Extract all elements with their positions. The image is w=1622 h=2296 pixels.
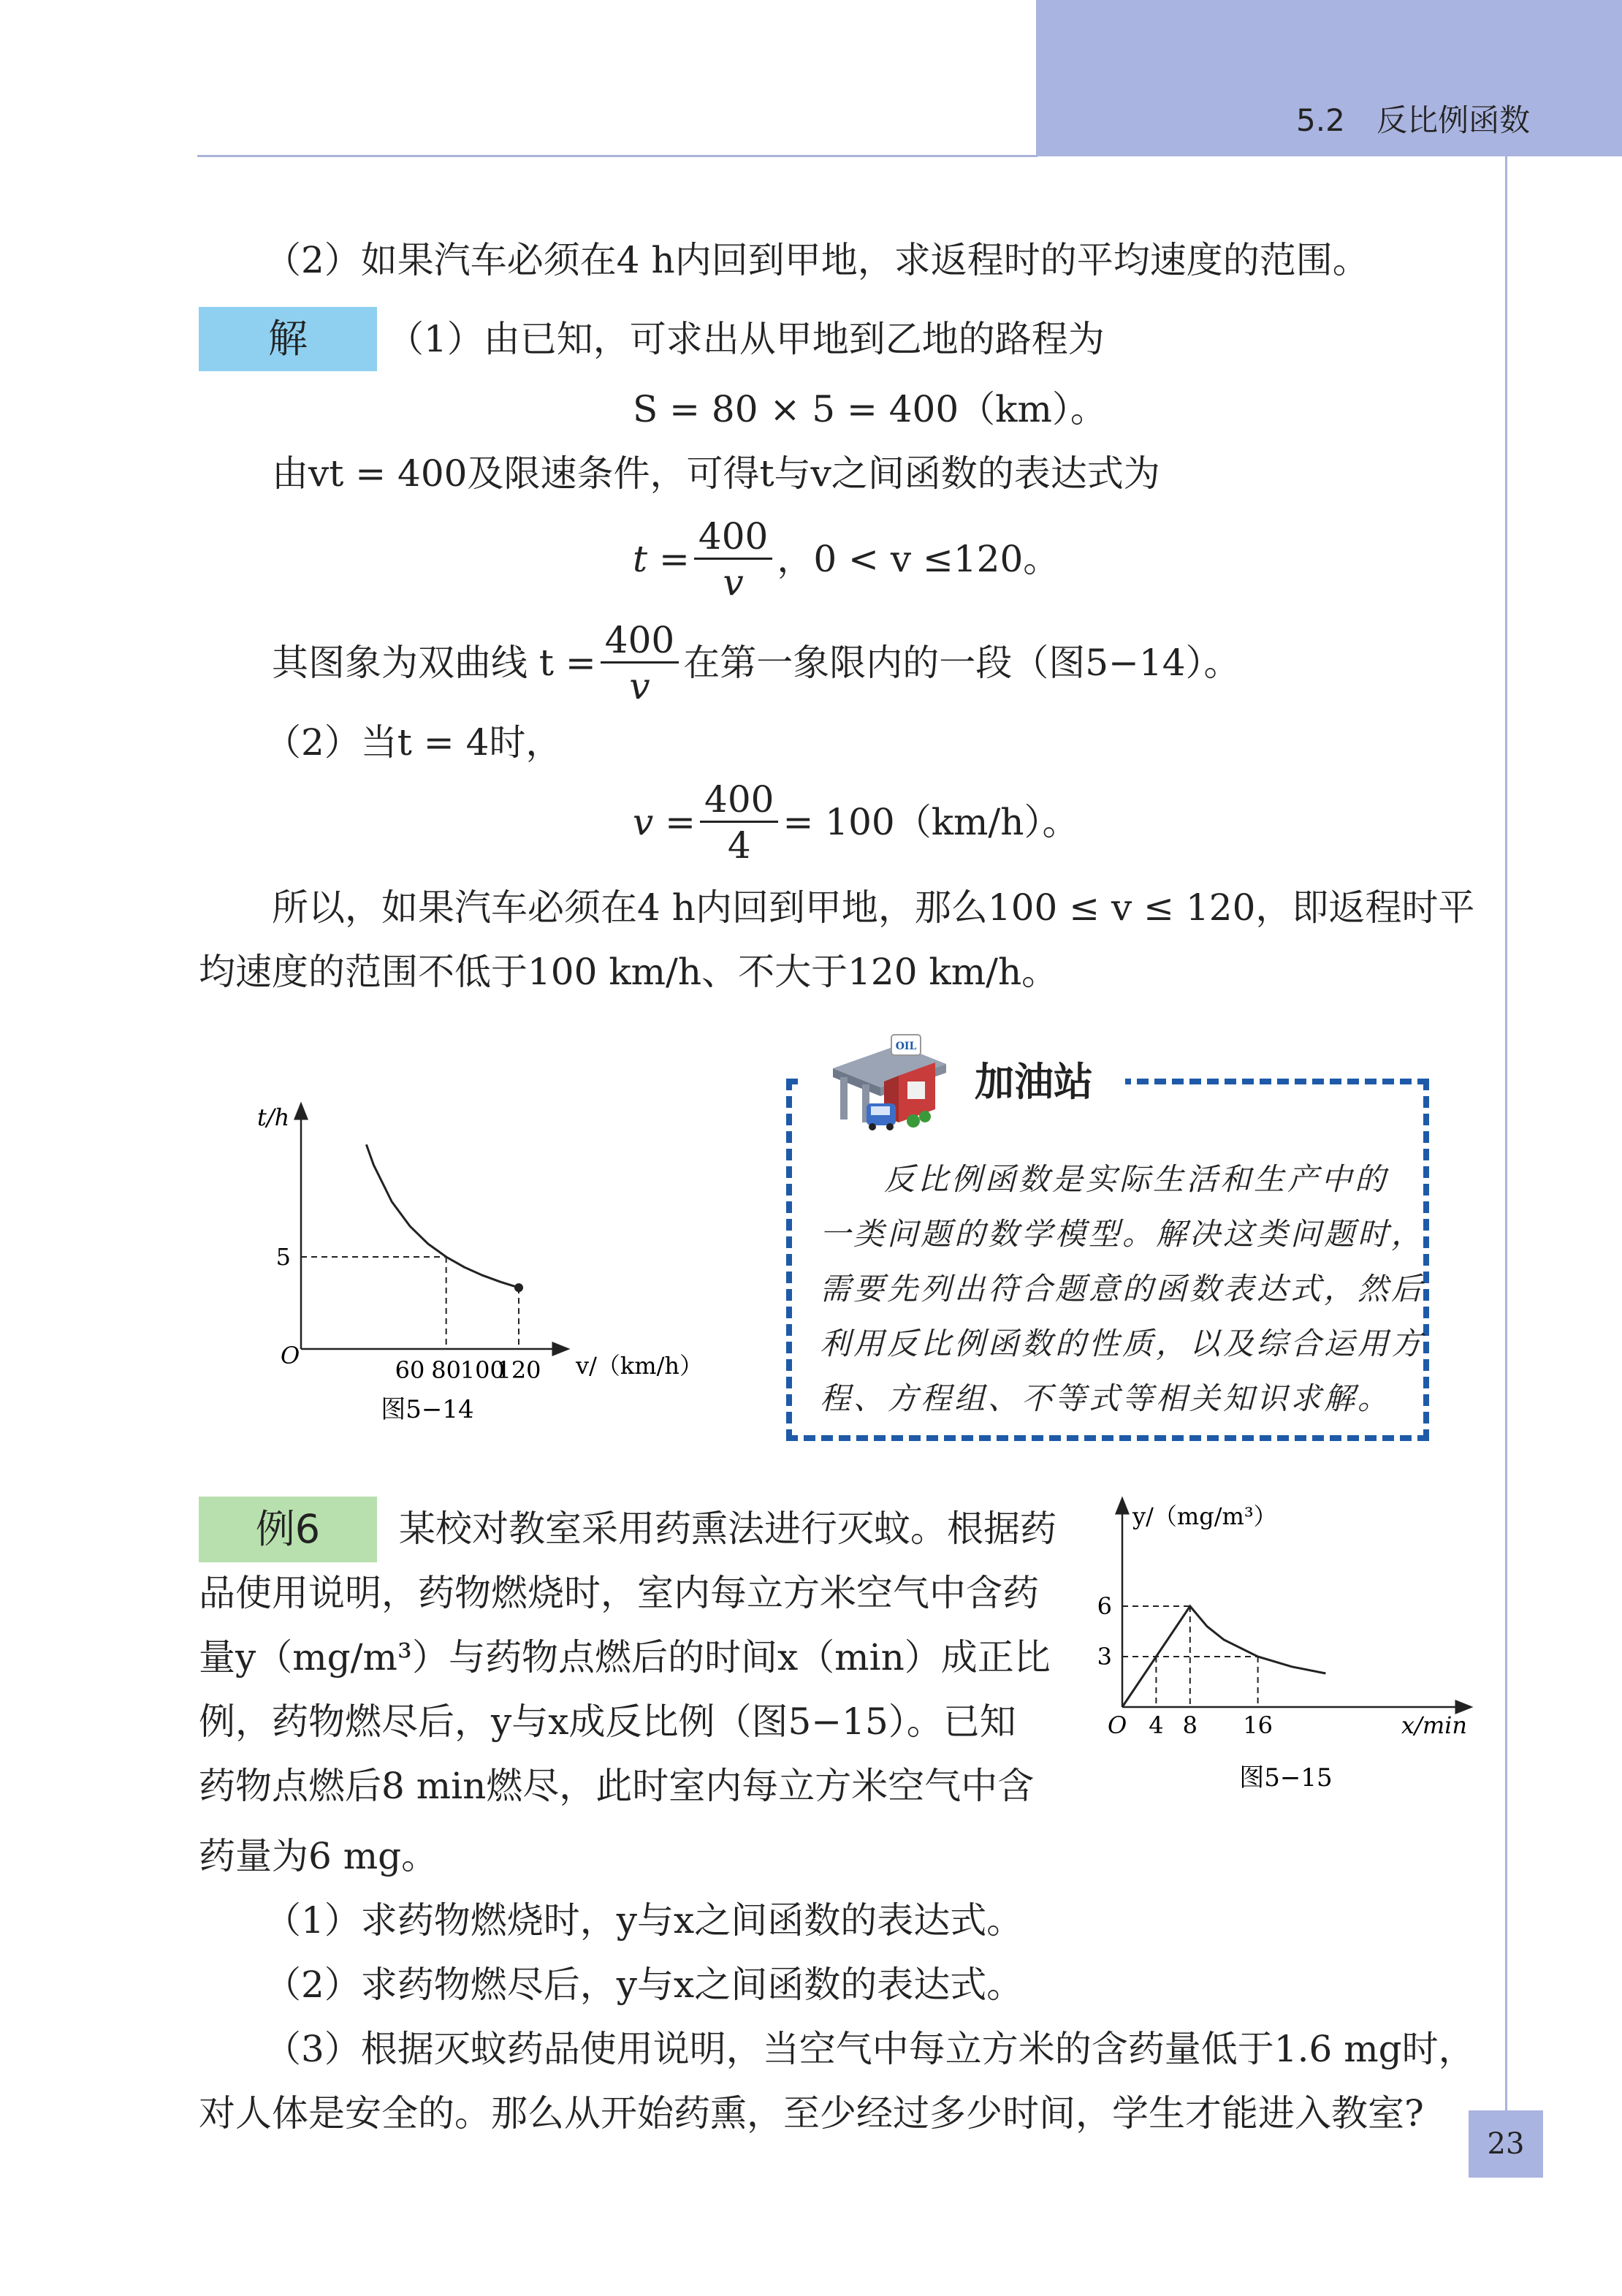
solution-badge <box>199 307 377 371</box>
tip-line: 程、方程组、不等式等相关知识求解。 <box>820 1380 1392 1416</box>
figure-5-14 <box>248 1074 760 1440</box>
page-number: 23 <box>1487 2127 1525 2161</box>
solution-badge-label: 解 <box>268 316 308 362</box>
tip-title: 加油站 <box>975 1059 1093 1105</box>
eq2-denominator: v <box>723 560 744 604</box>
fig15-caption: 图5−15 <box>1239 1763 1333 1793</box>
fig15-xtick-label: 4 <box>1149 1711 1164 1739</box>
fig14-xticks <box>395 1356 541 1384</box>
eq3-denominator: 4 <box>727 824 751 867</box>
p3-numerator: 400 <box>601 622 679 664</box>
tip-line: 利用反比例函数的性质，以及综合运用方 <box>820 1326 1425 1361</box>
fig14-ytick-label: 5 <box>275 1243 291 1271</box>
eq2-fraction <box>694 514 772 604</box>
fig15-ytick-label: 3 <box>1097 1643 1112 1670</box>
page-number-box <box>1469 2110 1543 2178</box>
tip-lines <box>820 1152 1425 1426</box>
eq2-rhs: ，0 < v ≤120。 <box>777 538 1060 580</box>
solution-line-6: 均速度的范围不低于100 km/h、不大于120 km/h。 <box>199 951 1059 993</box>
tip-line: 反比例函数是实际生活和生产中的 <box>884 1161 1389 1197</box>
fig15-x-label: x/min <box>1401 1711 1468 1739</box>
example-question-3a: （3）根据灭蚊药品使用说明，当空气中每立方米的含药量低于1.6 mg时， <box>264 2028 1475 2070</box>
eq3-numerator: 400 <box>700 781 778 823</box>
fig15-xticks <box>1149 1711 1273 1739</box>
example-badge-label: 例6 <box>255 1506 321 1552</box>
section-number: 5.2 <box>1296 102 1345 138</box>
example-line-1: 某校对教室采用药熏法进行灭蚊。根据药 <box>399 1508 1056 1550</box>
example-line-3: 量y（mg/m³）与药物点燃后的时间x（min）成正比 <box>199 1636 1051 1679</box>
example-question-2: （2）求药物燃尽后，y与x之间函数的表达式。 <box>264 1964 1024 2006</box>
fig14-origin: O <box>281 1342 300 1369</box>
fig15-origin: O <box>1108 1711 1127 1739</box>
fig14-xtick-label: 80 <box>431 1356 462 1384</box>
p3-fraction <box>601 618 679 707</box>
fig15-guides <box>1122 1606 1258 1707</box>
example-line-5: 药物点燃后8 min燃尽，此时室内每立方米空气中含 <box>199 1765 1035 1807</box>
example-badge <box>199 1497 377 1562</box>
fig14-x-label: v/（km/h） <box>576 1352 703 1380</box>
header-rule <box>197 155 1037 157</box>
fig15-xtick-label: 16 <box>1243 1711 1273 1739</box>
solution-line-1: （1）由已知，可求出从甲地到乙地的路程为 <box>387 318 1105 360</box>
gas-station-icon <box>818 1030 957 1140</box>
example-question-3b: 对人体是安全的。那么从开始药熏，至少经过多少时间，学生才能进入教室? <box>199 2092 1424 2135</box>
fig15-xtick-label: 8 <box>1182 1711 1198 1739</box>
example-line-2: 品使用说明，药物燃烧时，室内每立方米空气中含药 <box>199 1572 1039 1614</box>
side-rule <box>1505 155 1507 2143</box>
equation-distance: S = 80 × 5 = 400（km）。 <box>633 388 1107 430</box>
fig14-yticks <box>276 1243 291 1271</box>
tip-line: 一类问题的数学模型。解决这类问题时， <box>820 1216 1425 1252</box>
eq3-rhs: = 100（km/h）。 <box>783 801 1079 843</box>
equation-t-of-v <box>633 512 1059 607</box>
equation-v <box>633 775 1078 870</box>
solution-line-5: 所以，如果汽车必须在4 h内回到甲地，那么100 ≤ v ≤ 120，即返程时平 <box>272 886 1475 929</box>
p3-denominator: v <box>629 664 650 707</box>
gas-sign-text: OIL <box>895 1041 917 1052</box>
solution-line-2: 由vt = 400及限速条件，可得t与v之间函数的表达式为 <box>272 452 1160 495</box>
header-tab <box>1036 0 1622 156</box>
fig15-yticks <box>1097 1592 1112 1670</box>
example-line-4: 例，药物燃尽后，y与x成反比例（图5−15）。已知 <box>199 1700 1016 1743</box>
fig14-xtick-label: 60 <box>395 1356 425 1384</box>
example-line-6: 药量为6 mg。 <box>199 1835 438 1877</box>
fig14-curve <box>366 1144 519 1288</box>
fig15-y-label: y/（mg/m³） <box>1132 1502 1277 1530</box>
solution-line-4: （2）当t = 4时， <box>264 721 563 764</box>
p3-tail: 在第一象限内的一段（图5−14）。 <box>683 642 1241 684</box>
tip-line: 需要先列出符合题意的函数表达式，然后 <box>820 1271 1425 1307</box>
eq2-lhs: t = <box>633 538 690 580</box>
p3-lead: 其图象为双曲线 t = <box>272 642 596 684</box>
fig14-y-label: t/h <box>257 1103 290 1131</box>
figure-5-15 <box>1074 1491 1483 1812</box>
fig15-curve <box>1122 1606 1325 1707</box>
example-question-1: （1）求药物燃烧时，y与x之间函数的表达式。 <box>264 1899 1024 1942</box>
fig14-xtick-label: 120 <box>496 1356 541 1384</box>
eq3-fraction <box>700 778 778 867</box>
fig15-ytick-label: 6 <box>1097 1592 1112 1620</box>
question-2: （2）如果汽车必须在4 h内回到甲地，求返程时的平均速度的范围。 <box>264 239 1369 281</box>
fig14-xtick-label: 100 <box>460 1356 505 1384</box>
fig14-caption: 图5−14 <box>381 1395 474 1424</box>
eq2-numerator: 400 <box>694 518 772 560</box>
solution-line-3 <box>272 615 1241 710</box>
section-title: 反比例函数 <box>1377 102 1531 138</box>
eq3-lhs: v = <box>633 801 696 843</box>
